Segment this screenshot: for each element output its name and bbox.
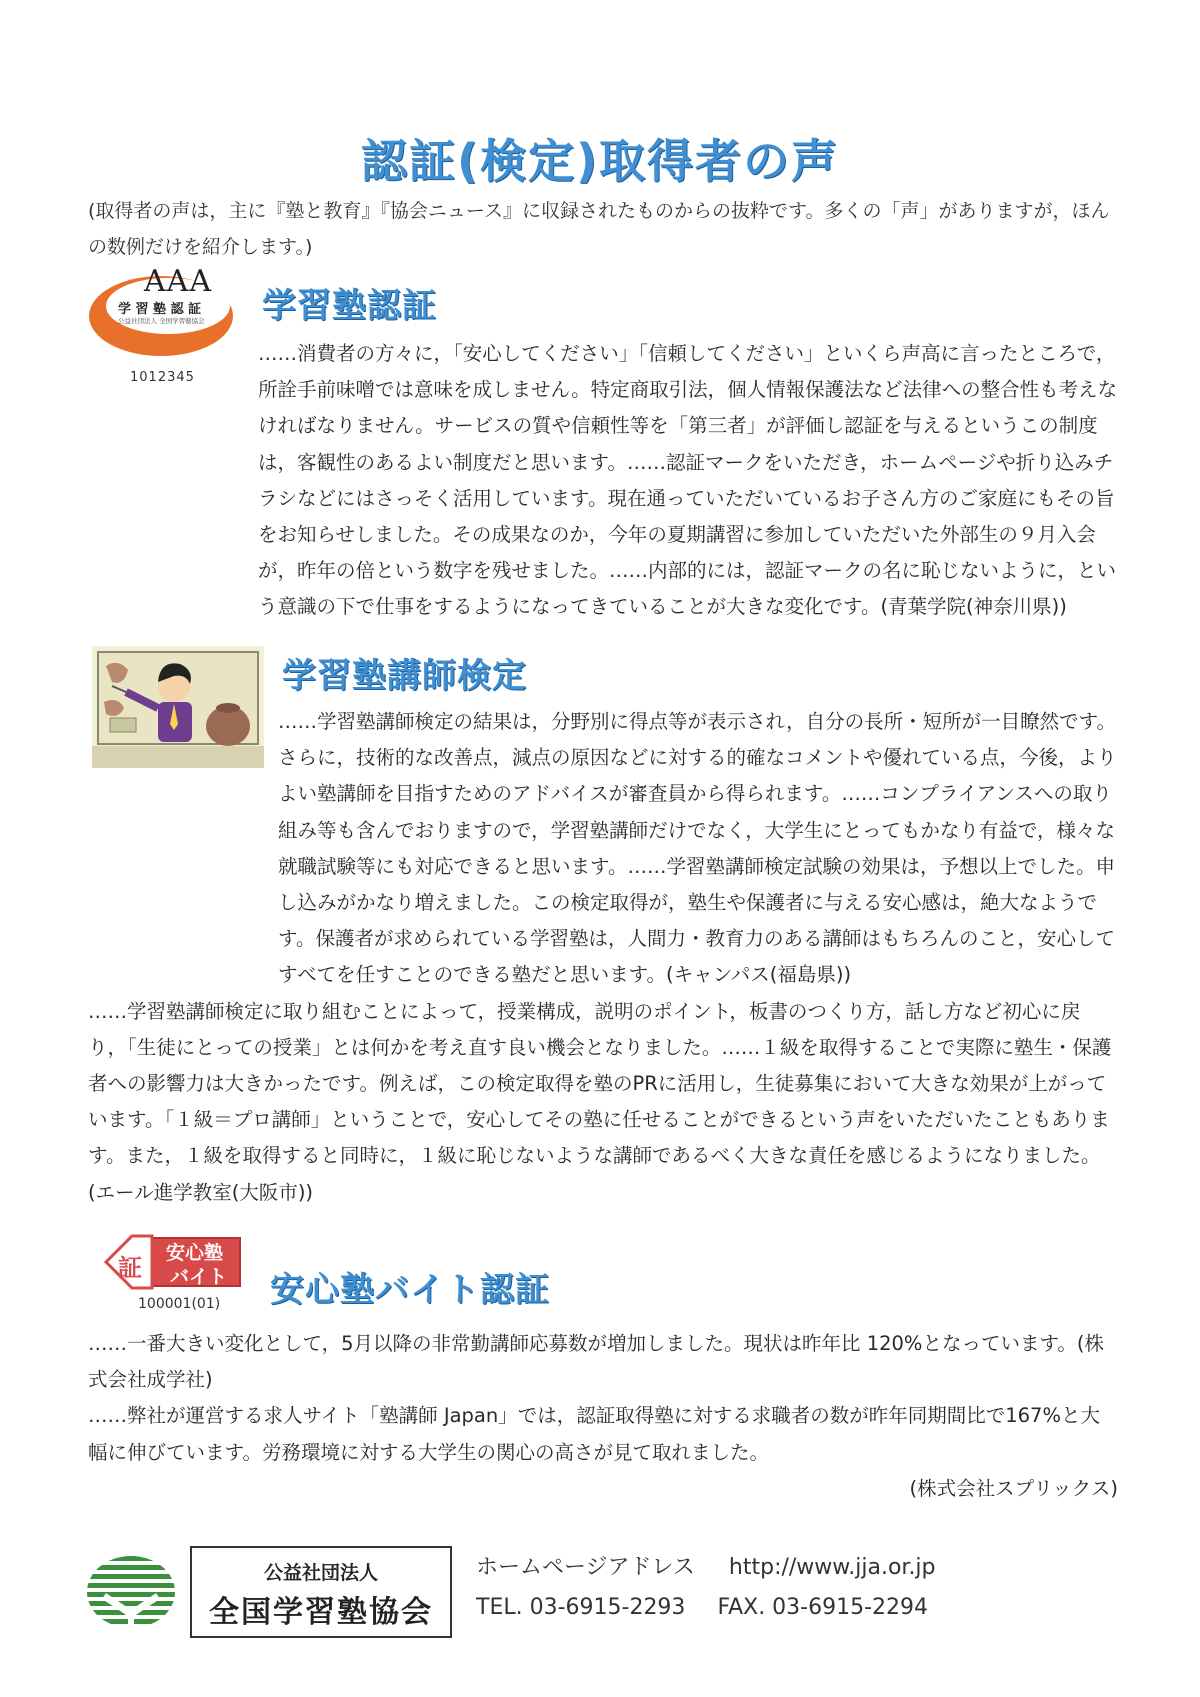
- section-body-certification: [88, 336, 1118, 626]
- aaa-badge-middle: 学 習 塾 認 証: [118, 302, 202, 317]
- anshin-badge-line2: バイト: [170, 1266, 228, 1288]
- org-name-box: [190, 1546, 452, 1638]
- anshin-badge-line1: 安心塾: [166, 1242, 224, 1264]
- aaa-badge-top: AAA: [144, 264, 212, 299]
- homepage-url[interactable]: http://www.jja.or.jp: [728, 1555, 936, 1580]
- section-body-anshin: [88, 1326, 1118, 1507]
- anshin-badge: [104, 1232, 254, 1316]
- paragraph: ……消費者の方々に，「安心してください」「信頼してください」といくら声高に言ったところで，所詮手前味噌では意味を成しません。特定商取引法，個人情報保護法など法律への整合性も考えなければなりません。サービスの質や信頼性等を「第三者」が評価し認証を与えるというこの制度は，客観性のあるよい制度だと思います。……認証マークをいただき，ホームページや折り込みチラシなどにはさっそく活用しています。現在通っていただいているお子さん方のご家庭にもその旨をお知らせしました。その成果なのか，今年の夏期講習に参加していただいた外部生の９月入会が，昨年の倍という数字を残せました。……内部的には，認証マークの名に恥じないように，という意識の下で仕事をするようになってきていることが大きな変化です。(青葉学院(神奈川県)): [258, 342, 1118, 619]
- page-title: 認証(検定)取得者の声: [360, 134, 840, 188]
- aaa-badge-number: 1012345: [130, 370, 195, 385]
- fax-number: FAX. 03-6915-2294: [717, 1595, 929, 1620]
- section-heading-anshin: 安心塾バイト認証: [270, 1270, 550, 1310]
- paragraph: ……弊社が運営する求人サイト「塾講師 Japan」では，認証取得塾に対する求職者の数が昨年同期間比で167%と大幅に伸びています。労務環境に対する大学生の関心の高さが見て取れました。: [88, 1404, 1100, 1464]
- anshin-badge-mark: 証: [118, 1254, 142, 1282]
- section-heading-certification: 学習塾認証: [262, 286, 437, 326]
- homepage-label: ホームページアドレス: [476, 1555, 695, 1580]
- paragraph: ……学習塾講師検定に取り組むことによって，授業構成，説明のポイント，板書のつくり方，話し方など初心に戻り，「生徒にとっての授業」とは何かを考え直す良い機会となりました。……１級を取得することで実際に塾生・保護者への影響力は大きかったです。例えば，この検定取得を塾のPRに活用し，生徒募集において大きな効果が上がっています。「１級＝プロ講師」ということで，安心してその塾に任せることができるという声をいただいたこともあります。また，１級を取得すると同時に，１級に恥じないような講師であるべく大きな責任を感じるようになりました。(エール進学教室(大阪市)): [88, 999, 1112, 1204]
- intro-note: (取得者の声は，主に『塾と教育』『協会ニュース』に収録されたものからの抜粋です。多くの「声」がありますが，ほんの数例だけを紹介します。): [88, 200, 1110, 258]
- org-type: 公益社団法人: [263, 1562, 378, 1584]
- homepage-line: [476, 1548, 1036, 1588]
- org-name: 全国学習塾協会: [209, 1595, 433, 1630]
- aaa-badge-small: 公益社団法人 全国学習塾協会: [118, 317, 205, 325]
- jja-logo-icon: [86, 1552, 176, 1632]
- section-heading-teacher-exam: 学習塾講師検定: [282, 656, 527, 696]
- paragraph: ……学習塾講師検定の結果は，分野別に得点等が表示され，自分の長所・短所が一目瞭然です。さらに，技術的な改善点，減点の原因などに対する的確なコメントや優れている点，今後，よりよい塾講師を目指すためのアドバイスが審査員から得られます。……コンプライアンスへの取り組み等も含んでおりますので，学習塾講師だけでなく，大学生にとってもかなり有益で，様々な就職試験等にも対応できると思います。……学習塾講師検定試験の効果は，予想以上でした。申し込みがかなり増えました。この検定取得が，塾生や保護者に与える安心感は，絶大なようです。保護者が求められている学習塾は，人間力・教育力のある講師はもちろんのこと，安心してすべてを任すことのできる塾だと思います。(キャンパス(福島県)): [278, 710, 1117, 987]
- anshin-badge-number: 100001(01): [138, 1296, 221, 1312]
- section-body-teacher-exam: [88, 704, 1118, 1211]
- signature: (株式会社スプリックス): [909, 1476, 1118, 1500]
- phone-line: [476, 1588, 1036, 1628]
- jja-logo: [86, 1552, 176, 1632]
- contact-info: [476, 1548, 1036, 1628]
- paragraph: ……一番大きい変化として，5月以降の非常勤講師応募数が増加しました。現状は昨年比 120%となっています。(株式会社成学社): [88, 1332, 1105, 1392]
- tel-number: TEL. 03-6915-2293: [476, 1595, 686, 1620]
